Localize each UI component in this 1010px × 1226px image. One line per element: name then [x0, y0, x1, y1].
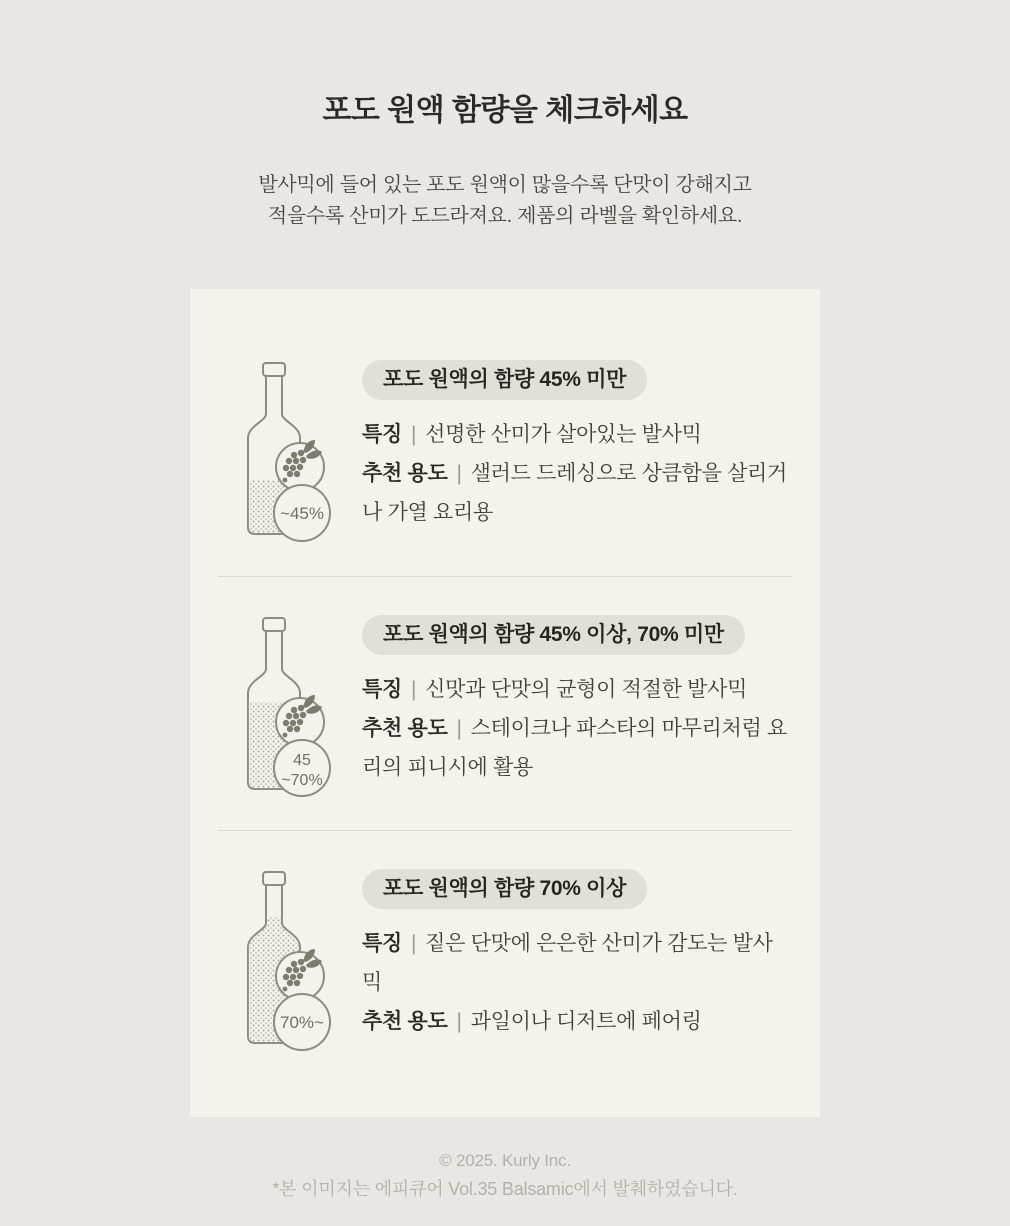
label-separator: |	[456, 717, 462, 740]
copyright-text: © 2025. Kurly Inc.	[439, 1151, 571, 1170]
fill-percent-label-line1: 45	[293, 752, 311, 769]
bottle-illustration-high	[218, 869, 362, 1055]
page-subtitle	[0, 170, 1010, 232]
feature-text: 선명한 산미가 살아있는 발사믹	[425, 423, 702, 446]
grade-badge: 포도 원액의 함량 45% 미만	[362, 360, 647, 400]
grade-badge: 포도 원액의 함량 45% 이상, 70% 미만	[362, 615, 745, 655]
info-card	[190, 289, 820, 1117]
label-separator: |	[410, 678, 417, 701]
feature-recommended-use	[362, 709, 792, 787]
feature-characteristic	[362, 924, 792, 1002]
wine-bottle-low-fill-icon	[242, 360, 342, 546]
feature-recommended-use	[362, 1002, 792, 1041]
feature-label: 추천 용도	[362, 1010, 448, 1033]
grade-section-45-to-70	[218, 576, 792, 830]
label-separator: |	[456, 462, 462, 485]
grade-badge: 포도 원액의 함량 70% 이상	[362, 869, 647, 909]
feature-label: 추천 용도	[362, 462, 448, 485]
feature-label: 특징	[362, 423, 402, 446]
feature-characteristic	[362, 670, 792, 709]
bottle-cap-icon	[263, 363, 285, 376]
feature-text: 스테이크나 파스타의 마무리처럼 요리의 피니시에 활용	[362, 717, 788, 779]
feature-text: 과일이나 디저트에 페어링	[470, 1010, 702, 1033]
fill-percent-label: ~45%	[280, 504, 324, 523]
header	[0, 0, 1010, 232]
feature-label: 추천 용도	[362, 717, 448, 740]
feature-text: 샐러드 드레싱으로 상큼함을 살리거나 가열 요리용	[362, 462, 788, 524]
label-separator: |	[456, 1010, 462, 1033]
bottle-cap-icon	[263, 872, 285, 885]
bottle-cap-icon	[263, 618, 285, 631]
bottle-illustration-low	[218, 360, 362, 546]
grade-content	[362, 869, 792, 1041]
fill-percent-label-line2: ~70%	[281, 772, 323, 789]
subtitle-line-1: 발사믹에 들어 있는 포도 원액이 많을수록 단맛이 강해지고	[258, 174, 752, 196]
grade-content	[362, 360, 792, 532]
label-separator: |	[410, 932, 417, 955]
subtitle-line-2: 적을수록 산미가 도드라져요. 제품의 라벨을 확인하세요.	[267, 205, 743, 227]
feature-text: 신맛과 단맛의 균형이 적절한 발사믹	[425, 678, 748, 701]
bottle-illustration-medium	[218, 615, 362, 801]
grade-section-under-45	[218, 289, 792, 576]
page-title: 포도 원액 함량을 체크하세요	[322, 94, 688, 127]
feature-label: 특징	[362, 678, 402, 701]
source-note-text: *본 이미지는 에피큐어 Vol.35 Balsamic에서 발췌하였습니다.	[272, 1179, 738, 1199]
feature-recommended-use	[362, 454, 792, 532]
grade-section-over-70	[218, 830, 792, 1117]
feature-label: 특징	[362, 932, 402, 955]
feature-characteristic	[362, 415, 792, 454]
label-separator: |	[410, 423, 417, 446]
fill-percent-label: 70%~	[280, 1013, 324, 1032]
wine-bottle-high-fill-icon	[242, 869, 342, 1055]
feature-text: 짙은 단맛에 은은한 산미가 감도는 발사믹	[362, 932, 773, 994]
grade-content	[362, 615, 792, 787]
wine-bottle-medium-fill-icon	[242, 615, 342, 801]
page-footer	[0, 1147, 1010, 1204]
